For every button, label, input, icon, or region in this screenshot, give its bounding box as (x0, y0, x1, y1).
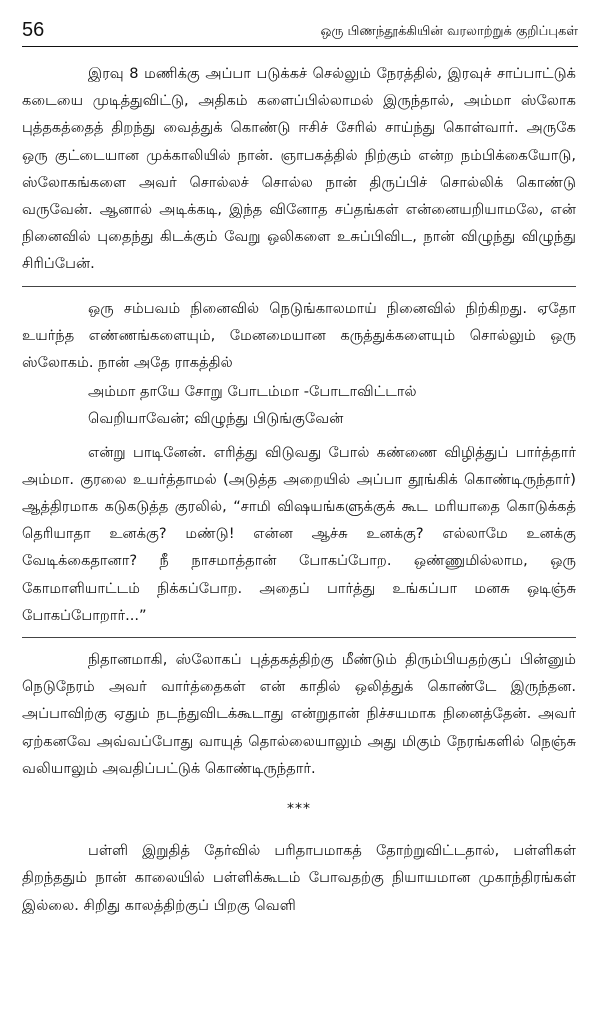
page-header (22, 12, 578, 47)
page-body (22, 60, 576, 919)
paragraph: ஒரு சம்பவம் நினைவில் நெடுங்காலமாய் நினைவில் நிற்கிறது. ஏதோ உயர்ந்த எண்ணங்களையும், மேனமையான கருத்துக்களையும் சொல்லும் ஒரு ஸ்லோகம். நான் அதே ராகத்தில் (22, 299, 576, 372)
verse-line: அம்மா தாயே சோறு போடம்மா -போடாவிட்டால் (88, 383, 417, 401)
paragraph: இரவு 8 மணிக்கு அப்பா படுக்கச் செல்லும் நேரத்தில், இரவுச் சாப்பாட்டுக் கடையை முடித்துவிட்டு, அதிகம் களைப்பில்லாமல் இருந்தால், அம்மா ஸ்லோக புத்தகத்தைத் திறந்து வைத்துக் கொண்டு ஈசிச் சேரில் சாய்ந்து கொள்வார். அருகே ஒரு குட்டையான முக்காலியில் நான். ஞாபகத்தில் நிற்கும் என்ற நம்பிக்கையோடு, ஸ்லோகங்களை அவர் சொல்லச் சொல்ல நான் திருப்பிச் சொல்லிக் கொண்டு வருவேன். ஆனால் அடிக்கடி, இந்த வினோத சப்தங்கள் என்னையறியாமலே, என் நினைவில் புதைந்து கிடக்கும் வேறு ஒலிகளை உசுப்பிவிட, நான் விழுந்து விழுந்து சிரிப்பேன். (22, 65, 576, 273)
section-separator: *** (287, 801, 311, 818)
divider (22, 286, 576, 287)
verse-block (88, 378, 576, 432)
running-title: ஒரு பிணந்தூக்கியின் வரலாற்றுக் குறிப்புகள் (320, 24, 578, 39)
verse-line: வெறியாவேன்; விழுந்து பிடுங்குவேன் (88, 410, 344, 428)
paragraph: நிதானமாகி, ஸ்லோகப் புத்தகத்திற்கு மீண்டும் திரும்பியதற்குப் பின்னும் நெடுநேரம் அவர் வார்த்தைகள் என் காதில் ஒலித்துக் கொண்டே இருந்தன. அப்பாவிற்கு ஏதும் நடந்துவிடக்கூடாது என்றுதான் நிச்சயமாக நினைத்தேன். அவர் ஏற்கனவே அவ்வப்போது வாயுத் தொல்லையாலும் அது மிகும் நேரங்களில் நெஞ்சு வலியாலும் அவதிப்பட்டுக் கொண்டிருந்தார். (22, 651, 576, 777)
paragraph: பள்ளி இறுதித் தேர்வில் பரிதாபமாகத் தோற்றுவிட்டதால், பள்ளிகள் திறந்ததும் நான் காலையில் பள்ளிக்கூடம் போவதற்கு நியாயமான முகாந்திரங்கள் இல்லை. சிறிது காலத்திற்குப் பிறகு வெளி (22, 842, 576, 914)
divider (22, 637, 576, 638)
page-number: 56 (22, 19, 45, 41)
paragraph: என்று பாடினேன். எரித்து விடுவது போல் கண்ணை விழித்துப் பார்த்தார் அம்மா. குரலை உயர்த்தாமல் (அடுத்த அறையில் அப்பா தூங்கிக் கொண்டிருந்தார்) ஆத்திரமாக கடுகடுத்த குரலில், “சாமி விஷயங்களுக்குக் கூட மரியாதை கொடுக்கத் தெரியாதா உனக்கு? மண்டு! என்ன ஆச்சு உனக்கு? எல்லாமே உனக்கு வேடிக்கைதானா? நீ நாசமாத்தான் போகப்போற. ஒண்ணுமில்லாம, ஒரு கோமாளியாட்டம் நிக்கப்போற. அதைப் பார்த்து உங்கப்பா மனசு ஒடிஞ்சு போகப்போறார்...” (22, 443, 576, 624)
